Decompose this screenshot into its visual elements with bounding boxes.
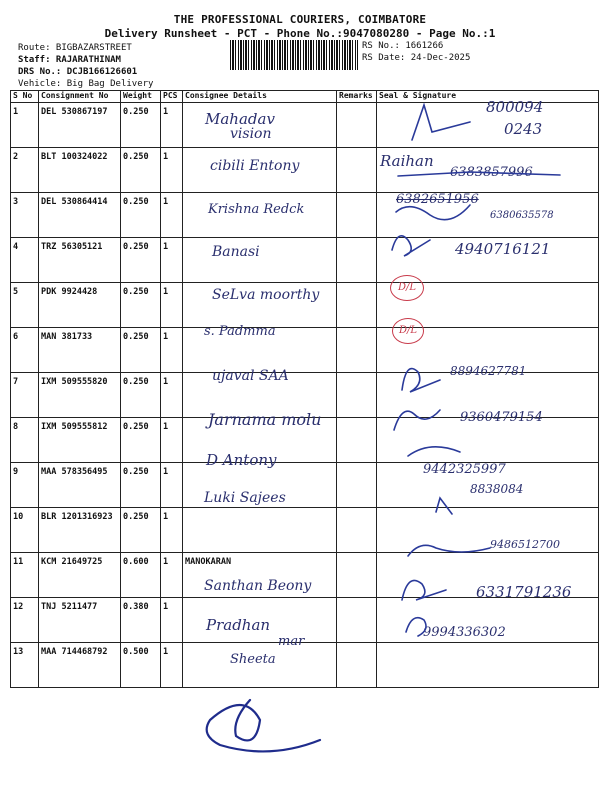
col-weight: Weight [121,91,161,103]
cell-weight: 0.250 [121,328,161,373]
handwritten-name: Pradhan [206,616,271,634]
cell-consignment-no: DEL 530864414 [39,193,121,238]
col-pcs: PCS [161,91,183,103]
signature-row-3-line [398,172,560,176]
col-consignee: Consignee Details [183,91,337,103]
signature-row-10 [436,498,452,514]
cell-weight: 0.380 [121,598,161,643]
handwritten-name: Krishna Redck [208,202,305,217]
handwritten-note: 8894627781 [450,364,527,378]
drs-field: DRS No.: DCJB166126601 [18,67,138,77]
handwritten-note: 9442325997 [423,462,506,477]
cell-weight: 0.250 [121,418,161,463]
cell-pcs: 1 [161,193,183,238]
dl-stamp: D/L [392,318,424,344]
cell-pcs: 1 [161,148,183,193]
cell-sno: 13 [11,643,39,688]
cell-weight: 0.250 [121,148,161,193]
cell-sno: 1 [11,103,39,148]
signature-row-1 [412,105,470,140]
handwritten-note: 4940716121 [455,240,551,258]
cell-sno: 5 [11,283,39,328]
cell-consignment-no: KCM 21649725 [39,553,121,598]
handwritten-name: Mahadav [205,110,275,128]
cell-consignment-no: MAA 714468792 [39,643,121,688]
col-remarks: Remarks [337,91,377,103]
handwritten-name: Luki Sajees [204,490,286,506]
cell-pcs: 1 [161,463,183,508]
rs-date: RS Date: 24-Dec-2025 [362,53,471,63]
cell-sno: 9 [11,463,39,508]
handwritten-note: Raihan [380,152,434,170]
cell-consignment-no: IXM 509555820 [39,373,121,418]
handwritten-note: 0243 [504,120,543,138]
cell-weight: 0.600 [121,553,161,598]
cell-sno: 10 [11,508,39,553]
cell-pcs: 1 [161,328,183,373]
cell-pcs: 1 [161,283,183,328]
staff-signature [207,700,320,751]
cell-weight: 0.500 [121,643,161,688]
cell-pcs: 1 [161,238,183,283]
cell-consignee: MANOKARAN [183,553,337,598]
cell-sno: 12 [11,598,39,643]
cell-consignment-no: PDK 9924428 [39,283,121,328]
cell-consignment-no: MAA 578356495 [39,463,121,508]
cell-sno: 11 [11,553,39,598]
handwritten-name: SeLva moorthy [212,287,320,303]
handwritten-note: 6383857996 [450,165,533,180]
handwritten-note: 9486512700 [490,538,560,551]
cell-weight: 0.250 [121,238,161,283]
handwritten-name: D Antony [206,451,277,469]
signature-row-7 [402,369,440,392]
document-title: THE PROFESSIONAL COURIERS, COIMBATORE [173,13,427,26]
cell-sno: 2 [11,148,39,193]
cell-weight: 0.250 [121,373,161,418]
rs-number: RS No.: 1661266 [362,41,444,51]
handwritten-name: ujaval SAA [212,368,289,384]
vehicle-field: Vehicle: Big Bag Delivery [18,79,154,89]
cell-pcs: 1 [161,103,183,148]
handwritten-note: 6382651956 [396,192,479,207]
dl-stamp: D/L [390,275,424,301]
handwritten-name: s. Padmma [204,324,276,339]
cell-weight: 0.250 [121,103,161,148]
handwritten-name: mar [278,634,305,649]
handwritten-note: 8838084 [470,482,524,496]
staff-field: Staff: RAJARATHINAM [18,55,121,65]
route-field: Route: BIGBAZARSTREET [18,43,132,53]
signature-row-9 [408,447,460,456]
cell-pcs: 1 [161,598,183,643]
document-subtitle: Delivery Runsheet - PCT - Phone No.:9047080280 - Page No.:1 [104,27,496,40]
cell-consignment-no: BLT 100324022 [39,148,121,193]
handwritten-name: Banasi [212,244,260,260]
col-consignment: Consignment No [39,91,121,103]
signature-row-12 [402,580,446,600]
cell-consignment-no: DEL 530867197 [39,103,121,148]
cell-sno: 3 [11,193,39,238]
cell-consignment-no: MAN 381733 [39,328,121,373]
handwritten-name: Jarnama molu [208,410,322,429]
handwritten-note: 800094 [486,98,544,116]
cell-consignment-no: TNJ 5211477 [39,598,121,643]
handwritten-name: cibili Entony [210,158,300,174]
cell-sno: 7 [11,373,39,418]
cell-weight: 0.250 [121,508,161,553]
cell-weight: 0.250 [121,193,161,238]
signature-row-13 [406,618,426,636]
cell-pcs: 1 [161,418,183,463]
handwritten-note: 6331791236 [476,583,572,601]
cell-consignment-no: IXM 509555812 [39,418,121,463]
handwritten-name: Santhan Beony [204,578,312,594]
col-seal-signature: Seal & Signature [377,91,599,103]
signature-row-8 [394,410,440,430]
col-sno: S No [11,91,39,103]
cell-pcs: 1 [161,508,183,553]
handwritten-note: 9994336302 [423,625,506,640]
cell-pcs: 1 [161,553,183,598]
handwritten-name: Sheeta [230,652,276,667]
cell-pcs: 1 [161,373,183,418]
cell-sno: 8 [11,418,39,463]
handwritten-name: vision [230,126,272,142]
cell-sno: 4 [11,238,39,283]
handwritten-note: 9360479154 [460,410,543,425]
cell-sno: 6 [11,328,39,373]
signature-row-4 [392,236,430,256]
cell-pcs: 1 [161,643,183,688]
signature-row-3 [396,205,470,220]
cell-weight: 0.250 [121,283,161,328]
cell-weight: 0.250 [121,463,161,508]
handwritten-note: 6380635578 [490,210,554,221]
cell-consignment-no: BLR 1201316923 [39,508,121,553]
signature-row-11 [408,545,490,556]
cell-consignment-no: TRZ 56305121 [39,238,121,283]
